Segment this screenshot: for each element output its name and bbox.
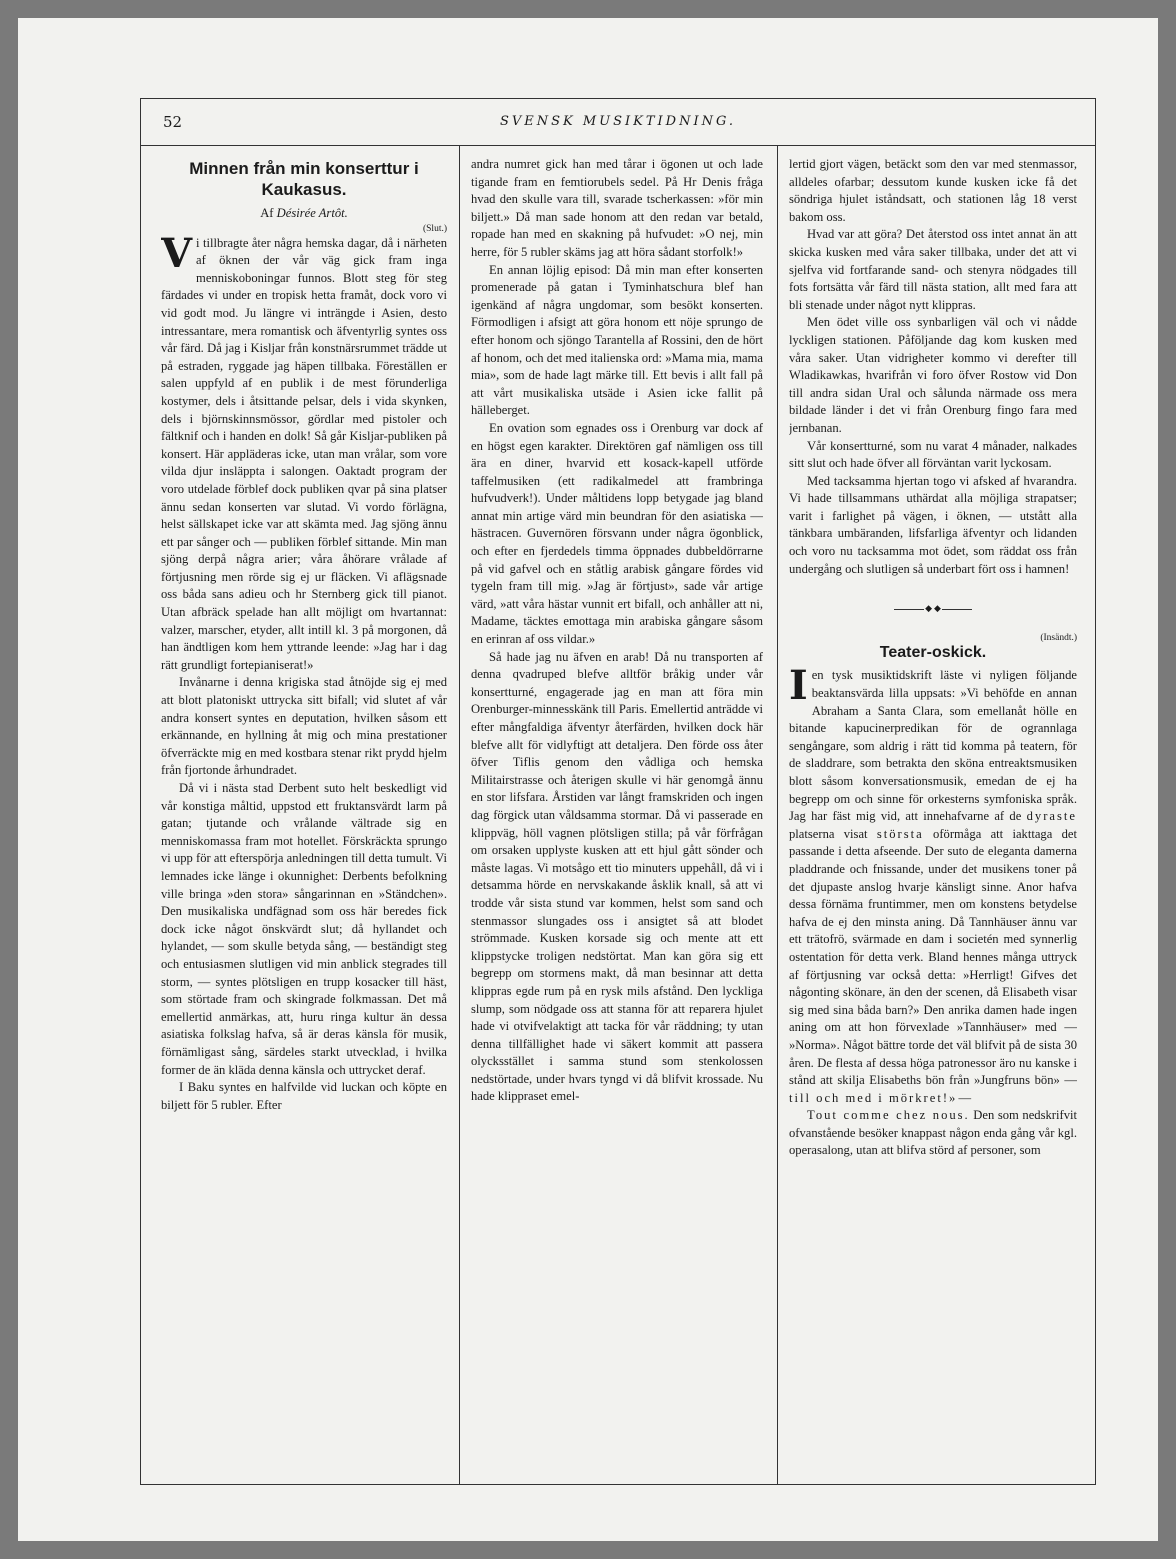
paragraph: Men ödet ville oss synbarligen väl och vi nådde lyckligen stationen. Påföljande dag kom kusken med våra saker. Utan vidrigheter kommo vi derefter till Wladikawkas, hvarifrån vi foro öfver Rostow vid Don till andra sidan Ural och sålunda närmade oss mera bildade länder i det vi från Orenburg fingo fara med jernbanan. (789, 315, 1077, 435)
author-name: Désirée Artôt. (276, 206, 348, 220)
paragraph: Invånarne i denna krigiska stad åtnöjde sig ej med att blott platoniskt uttrycka sitt bifall; vid slutet af vår andra konsert syntes en deputation, hvilken såsom ett erkännande, en hyllning åt mig och mina prestationer öfverräckte mig en med kostbara stenar rikt prydd hjelm från fjortonde århundradet. (161, 675, 447, 778)
drop-cap: I (789, 662, 808, 710)
paragraph (789, 662, 1077, 1107)
article-title: Teater-oskick. (879, 643, 987, 661)
paragraph-text: Den som nedskrifvit ofvanstående besöker knappast någon enda gång vår kgl. operasalong, utan att blifva störd af personer, som (789, 1108, 1077, 1158)
paragraph (789, 1107, 1077, 1160)
page-frame (140, 98, 1096, 1485)
ornament-line (942, 609, 972, 610)
ornament-line (894, 609, 924, 610)
spaced-text: största (876, 826, 924, 841)
spaced-text: Tout comme chez nous. (807, 1108, 970, 1123)
section-ornament (789, 600, 1077, 618)
continuation-note: (Slut.) (422, 223, 447, 234)
paragraph-text: oförmåga att iakttaga det passande i detta afseende. Der suto de eleganta damerna pladdrande och fnissande, under det musikens toner på det djupaste anslog hvarje känsligt sinne. Anor hafva dessa förnäma fruntimmer, men om konstens betydelse hafva de ej den minsta aning. Då Tannhäuser ännu var ett trätofrö, svärmade en dam i societén med synnerlig ostentation för detta verk. Bland hennes många uttryck af förtjusning var också detta: »Herrligt! Gifves det någonting skönare, än den der scenen, då Elisabeth visar sig med sina båda barn?» Den anrika damen hade ingen aning om att hon förvexlade »Tannhäuser» med — »Norma». Något bättre torde det väl blifvit på de sista 30 åren. De flesta af dessa höga patronessor äro nu kanske i stånd att skilja Elisabeths bön från »Jungfruns bön» — (789, 826, 1077, 1088)
paragraph-text: » — (949, 1090, 972, 1105)
paragraph-text: platserna visat (789, 826, 868, 841)
spaced-text: dyraste (1026, 809, 1077, 824)
paragraph: Så hade jag nu äfven en arab! Då nu transporten af denna qvadruped blefve alltför bråkig under vår konsertturné, engagerade jag en man att föra min Orenburger-minnesskänk till Paris. Emellertid anträdde vi efter mångfaldiga äfventyr återfärden, hvilken dock här blefve allt för vidlyftigt att detaljera. Den förde oss åter öfver Tiflis genom den vådliga och hemska Militairstrasse och återigen skulle vi här genomgå ännu en stor lifsfara. Årstiden var långt framskriden och ingen dag förgick utan våldsamma stormar. Då vi passerade en klippväg, höll vagnen plötsligen stilla; på vår förfrågan om orsaken upplyste kusken att ett hjul gått sönder och måste lagas. Vi motsågo ett tio minuters uppehåll, då vi i detsamma hörde en nervskakande åsklik knall, så att vi trodde vår sista stund var kommen, helst som sand och stenmassor slungades oss i ansigtet så att blodet strömmade. Kusken korsade sig och mente att ett klippstycke troligen nedstörtat. Man kan göra sig ett begrepp om stormens makt, då man besinnar att detta klippras egde rum på en rysk mils afstånd. Den lyckliga slump, som nödgade oss att stanna för att reparera hjulet hade vi otvifvelaktigt att tacka för vår räddning; ty utan denna tillfällighet hade vi säkert kommit att passera olycksstället i samma stund som stenkolossen nedstörtade, under hvars tyngd vi då blifvit krossade. Nu hade klippraset emel- (471, 649, 763, 1104)
paragraph: andra numret gick han med tårar i ögonen ut och lade tigande fram en femtiorubels sedel. På Hr Denis fråga hvad den skulle vara till, svarade tscherkassen: »för min biljett.» Då man sade honom att den redan var betald, ropade han med en skakning på hufvudet: »O nej, min herre, för 5 rubler skäms jag att höra sådant storfolk!» (471, 157, 763, 259)
article-title: Minnen från min konserttur i Kaukasus. (189, 159, 419, 199)
paragraph: En ovation som egnades oss i Orenburg var dock af en högst egen karakter. Direktören gaf nämligen oss till ära en diner, hvarvid ett kosack-kapell utförde taffelmusiken (ett radikalmedel att frambringa hufvudverk!). Under måltidens lopp betygade jag bland annat min artige värd min beundran för den asiatiska — hästracen. Guvernören försvann under några ögonblick, och efter en fjerdedels timma öppnades dubbeldörrarne på vid gafvel och en ståtlig arabisk gångare fördes vid tygeln fram till mig. »Jag är förtjust», sade vår artige värd, »att våra hästar vunnit ert bifall, och anhåller att ni, Madame, täcktes emottaga min arabiska gångare såsom en erinran af oss vildar.» (471, 420, 763, 647)
column-1 (161, 156, 447, 1470)
paragraph: I Baku syntes en halfvilde vid luckan och köpte en biljett för 5 rubler. Efter (161, 1080, 447, 1112)
column-divider (459, 146, 460, 1484)
paragraph-text: en tysk musiktidskrift läste vi nyligen följande beaktansvärda lilla uppsats: »Vi behöfde en annan Abraham a Santa Clara, som emellanåt hölle en bitande kapucinerpredikan för de ogrannlaga sengångare, som aldrig i rätt tid komma på teatern, för de sladdrare, som betrakta den sköna entreaktsmusiken blott såsom konversationsmusik, emedan de ej ha begrepp om och sinne för orkesterns symfoniska språk. Jag har fäst mig vid, att innehafvarne af de (789, 668, 1077, 824)
submitted-note: (Insändt.) (1040, 632, 1077, 643)
paragraph-text: i tillbragte åter några hemska dagar, då i närheten af öknen der vår väg gick fram inga menniskoboningar funnos. Blott steg för steg färdades vi under en tropisk hetta framåt, dock voro vi vid godt mod. Ju längre vi inträngde i Asien, desto intressantare, mera romantisk och äfventyrlig syntes oss vår färd. Då jag i Kisljar från konstnärsrummet trädde ut på estraden, ryggade jag häpen tillbaka. Föreställen er salen uppfyld af en publik i de mest förunderliga kostymer, dels i åtsittande pelsar, dels i vida skynken, dels i björnskinnsmössor, gördlar med pistoler och fältknif och i handen en dolk! Så går Kisljar-publiken på konsert. Här appläderas icke, utan man vrålar, som vore vilda djur insläppta i salongen. Oaktadt program der voro utdelade förblef dock publiken qvar på sina platser ännu sedan konserten var slutad. Vi vordo förlägna, helst sällskapet icke var att skämta med. Jag sjöng ännu ett par sånger och — publiken förblef sittande. Min man sjöng derpå några arier; våra åhörare vrålade af förtjusning men rörde sig ej ur fläcken. Vi aflägsnade oss båda sans adieu och hr Sternberg gick till pianot. Utan afbräck spelade han allt möjligt om hvartannat: valzer, marscher, etyder, allt intill kl. 3 på morgonen, då han ändtligen kom hem yttrande leende: »Jag har i dag rätt grundligt fortepianiserat!» (161, 235, 447, 672)
byline (161, 205, 447, 223)
ornament-diamond-icon: ◆ (934, 603, 941, 614)
column-3 (789, 156, 1077, 1470)
page-header (141, 98, 1095, 146)
paragraph: Då vi i nästa stad Derbent suto helt beskedligt vid vår konstiga måltid, uppstod ett fruktansvärdt larm på gatan; tjutande och vrålande vältrade sig en menniskomassa fram mot hotellet. Förskräckta sprungo vi upp för att efterspörja anledningen till detta tumult. Vi lemnades icke länge i okunnighet: Derbents befolkning ville bringa »den stora» sångarinnan en »Ständchen». Den musikaliska undfägnad som oss här beredes fick dock icke något önskvärdt slut; då hyllandet och hylandet, — som skulle betyda sång, — beständigt steg och entusiasmen slutligen vid min anblick stegrades till storm, — syntes plötsligen en trupp kosacker till häst, som störtade fram och skingrade folkmassan. Det må emellertid anmärkas, att, huru ringa kultur än dessa asiatiska folkslag hafva, så är deras känsla för musik, förnämligast sång, särdeles starkt utvecklad, i hvilka former de än kläda denna känsla och uttrycket deraf. (161, 781, 447, 1077)
spaced-text: till och med i mörkret! (789, 1090, 950, 1105)
drop-cap: V (161, 229, 193, 277)
column-divider (777, 146, 778, 1484)
paragraph: Med tacksamma hjertan togo vi afsked af hvarandra. Vi hade tillsammans uthärdat alla möjliga strapatser; varit i farlighet på vägen, i öknen, — utstått alla tänkbara umbäranden, lifsfarliga äfventyr och lidanden och voro nu tacksamma mot ödet, som räddat oss från undergång och slutligen så underbart fört oss i hamnen! (789, 473, 1077, 576)
paragraph: Vår konsertturné, som nu varat 4 månader, nalkades sitt slut och hade öfver all förväntan varit lyckosam. (789, 438, 1077, 471)
paragraph: lertid gjort vägen, betäckt som den var med stenmassor, alldeles ofarbar; dessutom kunde kusken icke få det söndriga hjulet iståndsatt, och stationen låg 18 verst bakom oss. (789, 157, 1077, 224)
column-2 (471, 156, 763, 1470)
journal-title: SVENSK MUSIKTIDNING. (499, 114, 737, 129)
paragraph (161, 229, 447, 675)
byline-prefix: Af (260, 206, 274, 220)
ornament-diamond-icon: ◆ (925, 603, 932, 614)
page-number: 52 (163, 113, 183, 131)
paragraph: En annan löjlig episod: Då min man efter konserten promenerade på gatan i Tyminhatschura blef han igenkänd af några ungdomar, som besökt konserten. Förmodligen i afsigt att göra honom ett nöje sprungo de efter honom och sjöngo Tarantella af Rossini, den de hört af honom, och det med italienska ord: »Mama mia, mama mia», som de hade lagt märke till. Ett bevis i allt fall på att vårt musikaliska utsäde i Asien icke fallit på hälleberget. (471, 262, 763, 418)
paragraph: Hvad var att göra? Det återstod oss intet annat än att skicka kusken med våra saker tillbaka, under det att vi sjelfva vid fortfarande sand- och stenyra nödgades till fots fortsätta vår färd till nästa station, allt med fara att bli stenade under något nytt klippras. (789, 227, 1077, 312)
newspaper-page (18, 18, 1158, 1541)
